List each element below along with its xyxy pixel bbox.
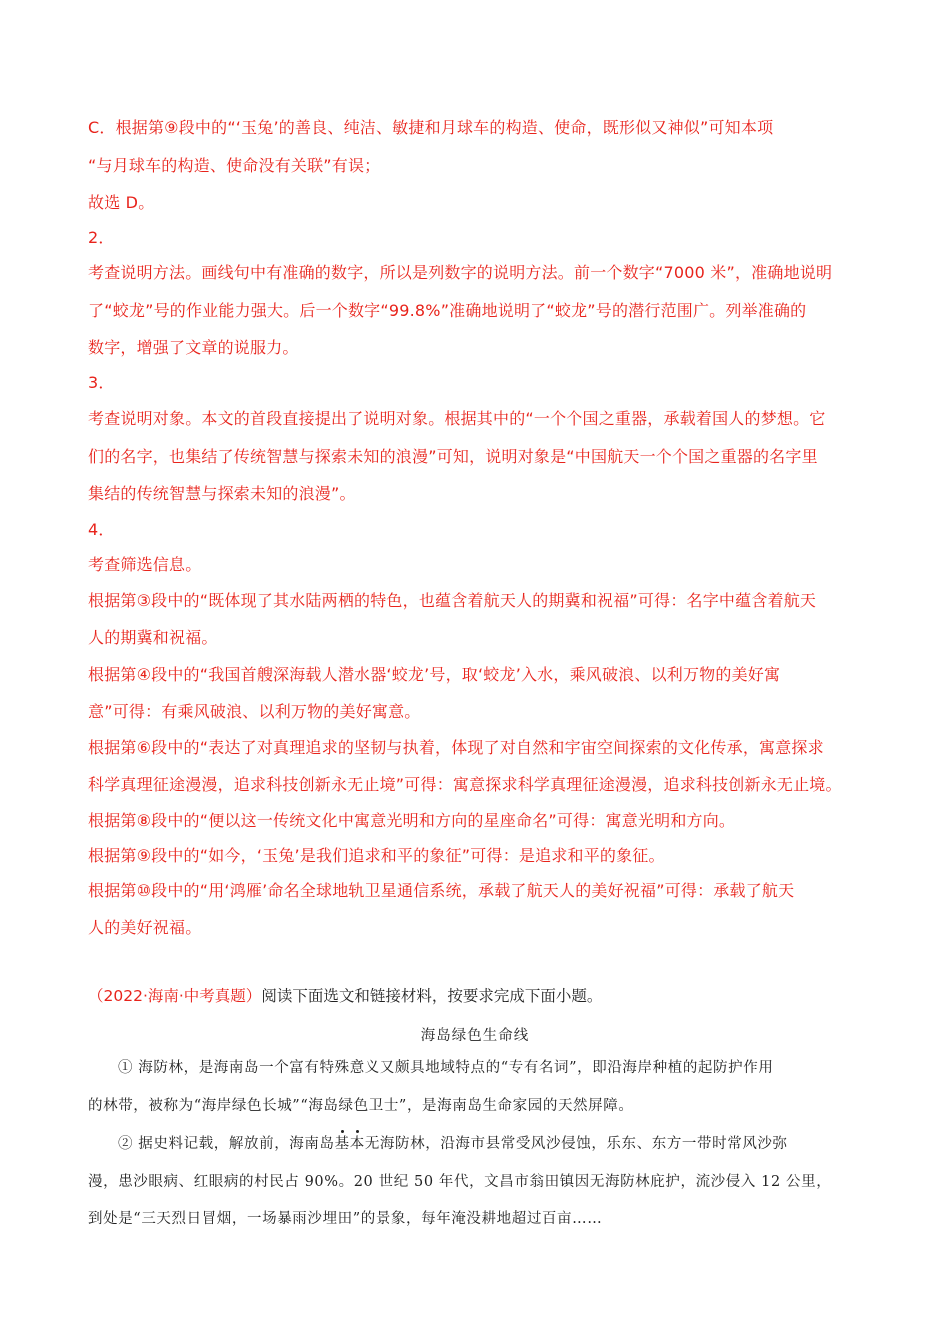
answer-line: 考查说明方法。画线句中有准确的数字，所以是列数字的说明方法。前一个数字“7000 米”，准确地说明 bbox=[88, 263, 833, 282]
question-intro bbox=[88, 986, 602, 1006]
question-prompt: 阅读下面选文和链接材料，按要求完成下面小题。 bbox=[261, 987, 603, 1005]
question-source: （2022·海南·中考真题） bbox=[88, 987, 262, 1005]
article-text: ② 据史料记载，解放前，海南岛 bbox=[118, 1136, 335, 1152]
article-paragraph-line bbox=[118, 1134, 788, 1154]
answer-line: 根据第③段中的“既体现了其水陆两栖的特色，也蕴含着航天人的期冀和祝福”可得：名字中蕴含着航天 bbox=[88, 591, 817, 610]
answer-number: 4． bbox=[88, 520, 115, 539]
answer-line: 集结的传统智慧与探索未知的浪漫”。 bbox=[88, 484, 356, 503]
answer-line: 人的美好祝福。 bbox=[88, 918, 202, 937]
answer-line: 根据第④段中的“我国首艘深海载人潜水器‘蛟龙’号，取‘蛟龙’入水，乘风破浪、以利万物的美好寓 bbox=[88, 665, 781, 684]
article-paragraph-line: 漫，患沙眼病、红眼病的村民占 90%。20 世纪 50 年代，文昌市翁田镇因无海防林庇护，流沙侵入 12 公里， bbox=[88, 1174, 832, 1190]
answer-line: 科学真理征途漫漫，追求科技创新永无止境”可得：寓意探求科学真理征途漫漫，追求科技创新永无止境。 bbox=[88, 775, 842, 794]
answer-line: “与月球车的构造、使命没有关联”有误； bbox=[88, 156, 381, 175]
answer-line: 考查筛选信息。 bbox=[88, 555, 202, 574]
answer-line: 数字，增强了文章的说服力。 bbox=[88, 338, 299, 357]
answer-line: 根据第⑥段中的“表达了对真理追求的坚韧与执着，体现了对自然和宇宙空间探索的文化传承，寓意探求 bbox=[88, 738, 824, 757]
answer-number: 3． bbox=[88, 373, 115, 392]
article-paragraph-line: 的林带，被称为“海岸绿色长城”“海岛绿色卫士”，是海南岛生命家园的天然屏障。 bbox=[88, 1098, 634, 1114]
answer-line: 意”可得：有乘风破浪、以利万物的美好寓意。 bbox=[88, 702, 421, 721]
answer-line: 人的期冀和祝福。 bbox=[88, 628, 218, 647]
emphasis-dot-char: 本 bbox=[349, 1136, 365, 1152]
answer-line: 根据第⑧段中的“便以这一传统文化中寓意光明和方向的星座命名”可得：寓意光明和方向。 bbox=[88, 811, 736, 830]
answer-line: 考查说明对象。本文的首段直接提出了说明对象。根据其中的“一个个国之重器，承载着国人的梦想。它 bbox=[88, 409, 826, 428]
article-paragraph-line: ① 海防林，是海南岛一个富有特殊意义又颇具地域特点的“专有名词”，即沿海岸种植的起防护作用 bbox=[118, 1060, 774, 1076]
answer-line: 了“蛟龙”号的作业能力强大。后一个数字“99.8%”准确地说明了“蛟龙”号的潜行范围广。列举准确的 bbox=[88, 301, 807, 320]
answer-number: 2． bbox=[88, 228, 115, 247]
article-paragraph-line: 到处是“三天烈日冒烟，一场暴雨沙埋田”的景象，每年淹没耕地超过百亩…… bbox=[88, 1211, 603, 1227]
answer-line: 们的名字，也集结了传统智慧与探索未知的浪漫”可知，说明对象是“中国航天一个个国之重器的名字里 bbox=[88, 447, 818, 466]
article-text: 无海防林，沿海市县常受风沙侵蚀，乐东、东方一带时常风沙弥 bbox=[364, 1136, 788, 1152]
article-title: 海岛绿色生命线 bbox=[420, 1028, 530, 1044]
answer-line: C．根据第⑨段中的“‘玉兔’的善良、纯洁、敏捷和月球车的构造、使命，既形似又神似”可知本项 bbox=[88, 118, 774, 137]
emphasis-dot-char: 基 bbox=[334, 1136, 350, 1152]
answer-line: 根据第⑨段中的“如今，‘玉兔’是我们追求和平的象征”可得：是追求和平的象征。 bbox=[88, 846, 665, 865]
answer-line: 根据第⑩段中的“用‘鸿雁’命名全球地轨卫星通信系统，承载了航天人的美好祝福”可得：承载了航天 bbox=[88, 881, 795, 900]
answer-line: 故选 D。 bbox=[88, 193, 155, 212]
